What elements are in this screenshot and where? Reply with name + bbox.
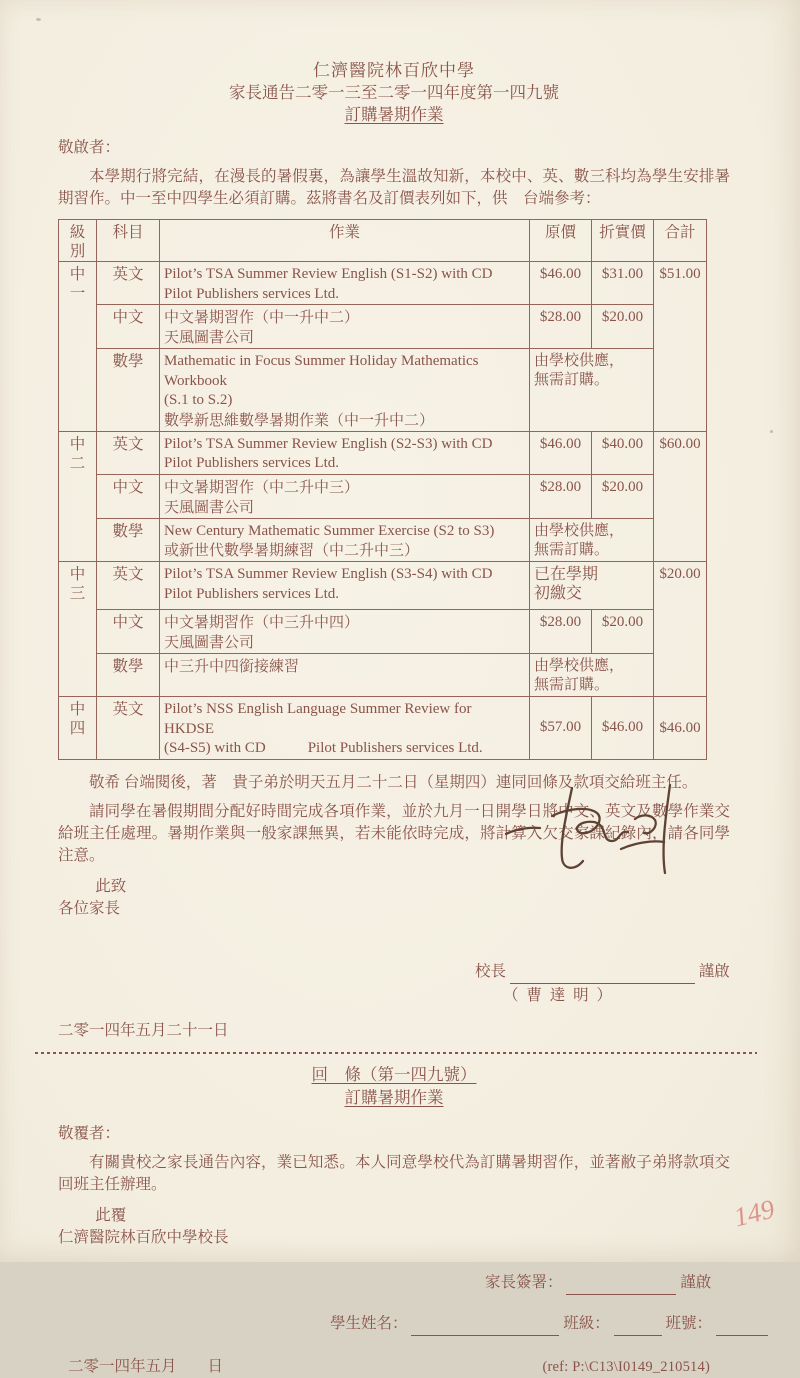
level-cell: 中四 xyxy=(59,697,97,760)
reply-salutation: 敬覆者： xyxy=(58,1124,121,1142)
work-cell: 中三升中四銜接練習 xyxy=(160,654,530,697)
principal-name: （ 曹 達 明 ） xyxy=(503,986,615,1004)
reply-addressee: 仁濟醫院林百欣中學校長 xyxy=(58,1228,229,1246)
reply-paragraph: 有關貴校之家長通告內容，業已知悉。本人同意學校代為訂購暑期習作，並著敝子弟將款項交回班主任辦理。 xyxy=(58,1153,730,1193)
paragraph-intro: 本學期行將完結，在漫長的暑假裏，為讓學生溫故知新，本校中、英、數三科均為學生安排暑期習作。中一至中四學生必須訂購。茲將書名及訂價表列如下，供 台端參考： xyxy=(58,168,730,207)
work-cell: Pilot’s TSA Summer Review English (S2-S3) with CD Pilot Publishers services Ltd. xyxy=(160,431,530,474)
reply-slip-title: 回 條（第一四九號） xyxy=(311,1064,477,1084)
paragraph-homework-reminder: 請同學在暑假期間分配好時間完成各項作業，並於九月一日開學日將中文、英文及數學作業交給班主任處理。暑期作業與一般家課無異，若未能依時完成，將計算入欠交家課紀錄內，請各同學注意。 xyxy=(58,802,730,864)
subject-cell: 中文 xyxy=(97,610,160,654)
work-cell: 中文暑期習作（中一升中二） 天風圖書公司 xyxy=(160,305,530,349)
handwritten-page-number: 149 xyxy=(730,1193,778,1233)
level-cell: 中三 xyxy=(59,562,97,697)
table-row xyxy=(59,431,707,474)
subject-cell: 英文 xyxy=(97,562,160,610)
original-price-cell: $46.00 xyxy=(530,431,592,474)
subject-cell: 中文 xyxy=(97,305,160,349)
original-price-cell: $28.00 xyxy=(530,305,592,349)
salutation: 敬啟者： xyxy=(58,139,121,156)
work-cell: 中文暑期習作（中二升中三） 天風圖書公司 xyxy=(160,474,530,518)
addressee-parents: 各位家長 xyxy=(58,899,121,917)
class-line xyxy=(614,1318,662,1335)
table-row xyxy=(59,654,707,697)
original-price-cell: $46.00 xyxy=(530,262,592,305)
already-paid-note: 已在學期 初繳交 xyxy=(530,562,654,610)
student-name-line xyxy=(411,1318,559,1335)
discount-price-cell: $20.00 xyxy=(592,305,654,349)
supplied-by-school-note: 由學校供應， 無需訂購。 xyxy=(530,349,654,432)
subject-cell: 英文 xyxy=(97,697,160,760)
discount-price-cell: $20.00 xyxy=(592,610,654,654)
table-row xyxy=(59,349,707,432)
table-row xyxy=(59,518,707,562)
subject-cell: 數學 xyxy=(97,518,160,562)
student-name-label: 學生姓名： xyxy=(330,1314,408,1332)
work-cell: Mathematic in Focus Summer Holiday Mathematics Workbook (S.1 to S.2) 數學新思維數學暑期作業（中一升中二） xyxy=(160,349,530,432)
total-cell: $51.00 xyxy=(654,262,707,432)
supplied-by-school-note: 由學校供應， 無需訂購。 xyxy=(530,518,654,562)
work-cell: Pilot’s NSS English Language Summer Review for HKDSE (S4-S5) with CD Pilot Publishers services Ltd. xyxy=(160,697,530,760)
reply-date: 二零一四年五月 日 xyxy=(68,1357,224,1375)
table-header-row xyxy=(59,220,707,262)
scan-speck xyxy=(770,430,773,433)
notice-subject xyxy=(58,104,730,126)
table-row xyxy=(59,474,707,518)
table-row xyxy=(59,562,707,610)
work-cell: New Century Mathematic Summer Exercise (S2 to S3) 或新世代數學暑期練習（中二升中三） xyxy=(160,518,530,562)
supplied-by-school-note: 由學校供應， 無需訂購。 xyxy=(530,654,654,697)
total-cell: $60.00 xyxy=(654,431,707,562)
scan-speck xyxy=(36,18,41,21)
col-header-subject: 科目 xyxy=(97,220,160,262)
work-cell: 中文暑期習作（中三升中四） 天風圖書公司 xyxy=(160,610,530,654)
file-reference: (ref: P:\C13\I0149_210514) xyxy=(542,1358,710,1375)
subject-cell: 中文 xyxy=(97,474,160,518)
work-cell: Pilot’s TSA Summer Review English (S3-S4) with CD Pilot Publishers services Ltd. xyxy=(160,562,530,610)
school-name: 仁濟醫院林百欣中學 xyxy=(313,61,475,80)
closing-cizhi: 此致 xyxy=(95,877,127,895)
table-row xyxy=(59,610,707,654)
notice-number-line: 家長通告二零一三至二零一四年度第一四九號 xyxy=(229,83,559,102)
notice-content xyxy=(58,60,730,1378)
subject-cell: 英文 xyxy=(97,431,160,474)
principal-signature-row xyxy=(58,960,730,984)
table-row xyxy=(59,305,707,349)
class-number-line xyxy=(716,1318,768,1335)
principal-signature-line xyxy=(510,966,695,983)
level-cell: 中一 xyxy=(59,262,97,432)
table-row xyxy=(59,262,707,305)
total-cell: $46.00 xyxy=(654,697,707,760)
class-number-label: 班號： xyxy=(665,1314,713,1332)
tear-off-dashed-line xyxy=(35,1052,757,1054)
student-info-row xyxy=(58,1312,730,1336)
reply-slip-subject: 訂購暑期作業 xyxy=(344,1087,444,1107)
principal-respectfully-label: 謹啟 xyxy=(698,962,730,980)
col-header-total: 合計 xyxy=(654,220,707,262)
principal-label: 校長 xyxy=(475,962,507,980)
principal-handwritten-signature xyxy=(500,778,715,878)
parent-respectfully-label: 謹啟 xyxy=(680,1273,712,1291)
parent-signature-row xyxy=(58,1271,730,1295)
subject-cell: 數學 xyxy=(97,654,160,697)
class-label: 班級： xyxy=(563,1314,610,1332)
col-header-original-price: 原價 xyxy=(530,220,592,262)
discount-price-cell: $40.00 xyxy=(592,431,654,474)
col-header-work: 作業 xyxy=(160,220,530,262)
original-price-cell: $57.00 xyxy=(530,697,592,760)
discount-price-cell: $46.00 xyxy=(592,697,654,760)
discount-price-cell: $20.00 xyxy=(592,474,654,518)
notice-subject-text: 訂購暑期作業 xyxy=(344,105,444,124)
paragraph-return-instruction: 敬希 台端閱後，著 貴子弟於明天五月二十二日（星期四）連同回條及款項交給班主任。 xyxy=(89,773,698,791)
col-header-discount-price: 折實價 xyxy=(592,220,654,262)
original-price-cell: $28.00 xyxy=(530,474,592,518)
parent-signature-label: 家長簽署： xyxy=(485,1273,563,1291)
summer-workbook-price-table xyxy=(58,219,707,760)
subject-cell: 英文 xyxy=(97,262,160,305)
table-row xyxy=(59,697,707,760)
work-cell: Pilot’s TSA Summer Review English (S1-S2) with CD Pilot Publishers services Ltd. xyxy=(160,262,530,305)
level-cell: 中二 xyxy=(59,431,97,562)
notice-date: 二零一四年五月二十一日 xyxy=(58,1021,229,1039)
col-header-level: 級別 xyxy=(59,220,97,262)
parent-signature-line xyxy=(566,1277,676,1294)
discount-price-cell: $31.00 xyxy=(592,262,654,305)
original-price-cell: $28.00 xyxy=(530,610,592,654)
reply-closing: 此覆 xyxy=(95,1206,127,1224)
footer-row xyxy=(58,1356,730,1378)
subject-cell: 數學 xyxy=(97,349,160,432)
total-cell: $20.00 xyxy=(654,562,707,697)
